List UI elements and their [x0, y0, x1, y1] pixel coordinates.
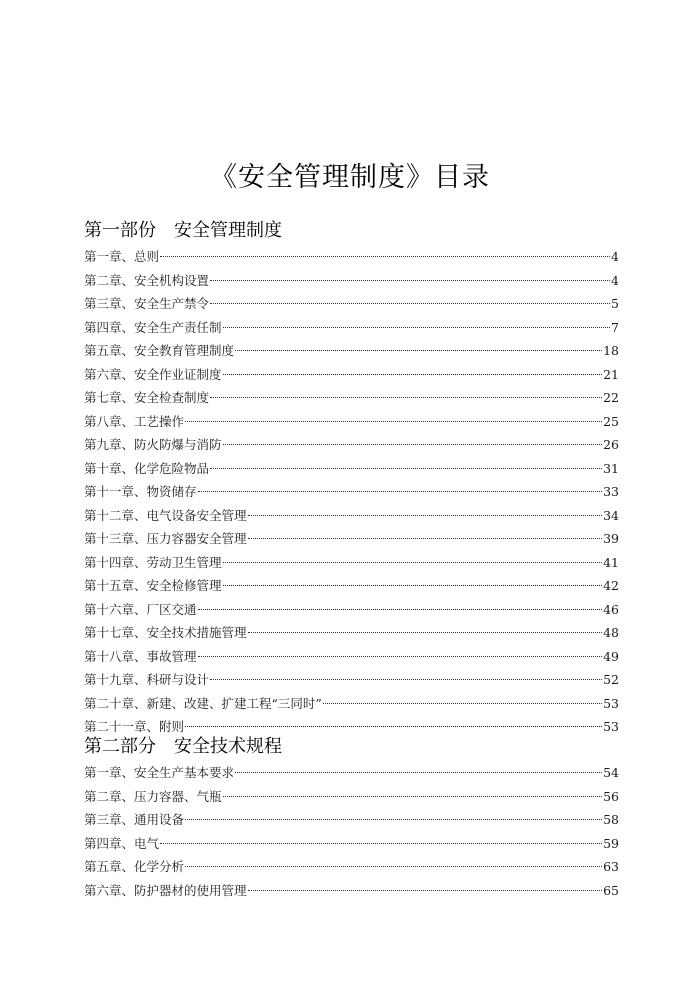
toc-entry-label: 第十四章、劳动卫生管理: [84, 554, 222, 570]
toc-entry-page-number: 34: [603, 507, 619, 523]
dot-leader: [185, 819, 602, 820]
dot-leader: [323, 703, 602, 704]
toc-entry[interactable]: [84, 433, 619, 457]
toc-entry[interactable]: [84, 574, 619, 598]
toc-entry[interactable]: [84, 245, 619, 269]
toc-entry-label: 第十五章、安全检修管理: [84, 578, 222, 593]
toc-entry-label: 第十九章、科研与设计: [84, 672, 210, 687]
toc-entry[interactable]: [84, 761, 619, 785]
toc-entry-page-number: 63: [603, 859, 619, 874]
toc-entry-label: 第十三章、压力容器安全管理: [84, 531, 247, 546]
dot-leader: [235, 350, 602, 351]
dot-leader: [223, 374, 603, 375]
toc-entry-page-number: 54: [603, 765, 619, 780]
toc-entry[interactable]: [84, 316, 619, 340]
dot-leader: [248, 632, 603, 633]
toc-entry-label: 第一章、安全生产基本要求: [84, 765, 235, 780]
toc-entry-label: 第六章、安全作业证制度: [84, 366, 222, 382]
toc-entry-label: 第四章、电气: [84, 835, 160, 851]
toc-entry-page-number: 53: [603, 695, 619, 711]
part-heading: 第一部份 安全管理制度: [84, 220, 282, 241]
toc-entry[interactable]: [84, 551, 619, 575]
toc-entry-page-number: 31: [603, 460, 619, 476]
dot-leader: [210, 679, 602, 680]
toc-entry-label: 第四章、安全生产责任制: [84, 319, 222, 335]
toc-entry-label: 第七章、安全检查制度: [84, 390, 210, 405]
toc-entry-label: 第二十章、新建、改建、扩建工程“三同时”: [84, 695, 322, 711]
toc-entry[interactable]: [84, 480, 619, 504]
toc-entry-label: 第十六章、厂区交通: [84, 601, 197, 617]
dot-leader: [160, 256, 610, 257]
toc-entry-page-number: 48: [603, 625, 619, 640]
dot-leader: [185, 866, 602, 867]
toc-entry-page-number: 46: [603, 601, 619, 617]
toc-entry-page-number: 56: [603, 788, 619, 804]
part-heading: 第二部分 安全技术规程: [84, 736, 282, 757]
toc-entry-label: 第二十一章、附则: [84, 719, 185, 734]
toc-entry-page-number: 18: [603, 343, 619, 358]
toc-entry[interactable]: [84, 457, 619, 481]
toc-entry[interactable]: [84, 410, 619, 434]
toc-entry-page-number: 25: [603, 413, 619, 429]
toc-entry-page-number: 42: [603, 578, 619, 593]
dot-leader: [210, 397, 602, 398]
toc-entry-label: 第十八章、事故管理: [84, 648, 197, 664]
toc-entry-page-number: 33: [603, 484, 619, 499]
dot-leader: [248, 890, 603, 891]
toc-part-1: [84, 219, 619, 739]
toc-entry[interactable]: [84, 879, 619, 903]
toc-entry-page-number: 22: [603, 390, 619, 405]
dot-leader: [210, 468, 602, 469]
toc-entry[interactable]: [84, 363, 619, 387]
toc-entry-label: 第十章、化学危险物品: [84, 460, 210, 476]
toc-entry-label: 第一章、总则: [84, 249, 160, 264]
toc-entry-page-number: 5: [611, 296, 619, 311]
toc-entry-page-number: 65: [603, 882, 619, 898]
toc-entry-label: 第十二章、电气设备安全管理: [84, 507, 247, 523]
toc-entry[interactable]: [84, 832, 619, 856]
toc-entry[interactable]: [84, 527, 619, 551]
dot-leader: [223, 796, 603, 797]
toc-entry[interactable]: [84, 339, 619, 363]
toc-entry[interactable]: [84, 621, 619, 645]
toc-entry-label: 第十七章、安全技术措施管理: [84, 625, 247, 640]
toc-entry-label: 第八章、工艺操作: [84, 413, 185, 429]
toc-entry-label: 第二章、压力容器、气瓶: [84, 788, 222, 804]
toc-entry[interactable]: [84, 598, 619, 622]
dot-leader: [248, 515, 603, 516]
toc-entry-page-number: 7: [611, 319, 619, 335]
dot-leader: [198, 609, 603, 610]
dot-leader: [223, 585, 603, 586]
dot-leader: [223, 444, 603, 445]
toc-entry[interactable]: [84, 668, 619, 692]
toc-entry-page-number: 21: [603, 366, 619, 382]
toc-entry[interactable]: [84, 785, 619, 809]
toc-entry[interactable]: [84, 269, 619, 293]
toc-list: [84, 245, 619, 739]
toc-entry[interactable]: [84, 386, 619, 410]
toc-entry[interactable]: [84, 292, 619, 316]
dot-leader: [198, 491, 603, 492]
toc-entry-page-number: 53: [603, 719, 619, 734]
toc-part-2: [84, 735, 619, 902]
toc-entry-label: 第三章、安全生产禁令: [84, 296, 210, 311]
dot-leader: [223, 562, 603, 563]
toc-entry-label: 第三章、通用设备: [84, 812, 185, 827]
dot-leader: [210, 303, 610, 304]
toc-entry[interactable]: [84, 645, 619, 669]
toc-entry-label: 第二章、安全机构设置: [84, 272, 210, 288]
dot-leader: [223, 327, 611, 328]
toc-entry-page-number: 59: [603, 835, 619, 851]
toc-entry-page-number: 52: [603, 672, 619, 687]
dot-leader: [185, 421, 602, 422]
toc-entry-label: 第五章、化学分析: [84, 859, 185, 874]
dot-leader: [210, 280, 610, 281]
toc-entry-page-number: 49: [603, 648, 619, 664]
toc-entry[interactable]: [84, 504, 619, 528]
toc-entry-page-number: 58: [603, 812, 619, 827]
toc-entry-page-number: 26: [603, 437, 619, 452]
toc-entry-page-number: 4: [611, 249, 619, 264]
dot-leader: [160, 843, 602, 844]
dot-leader: [248, 538, 603, 539]
toc-entry[interactable]: [84, 855, 619, 879]
dot-leader: [235, 772, 602, 773]
toc-list: [84, 761, 619, 902]
page-title: 《安全管理制度》目录: [210, 162, 490, 193]
toc-entry-label: 第九章、防火防爆与消防: [84, 437, 222, 452]
toc-entry[interactable]: [84, 692, 619, 716]
toc-entry[interactable]: [84, 808, 619, 832]
toc-entry-page-number: 39: [603, 531, 619, 546]
toc-entry-page-number: 4: [611, 272, 619, 288]
toc-entry-label: 第五章、安全教育管理制度: [84, 343, 235, 358]
dot-leader: [198, 656, 603, 657]
toc-entry-label: 第六章、防护器材的使用管理: [84, 882, 247, 898]
toc-entry-label: 第十一章、物资储存: [84, 484, 197, 499]
toc-entry-page-number: 41: [603, 554, 619, 570]
dot-leader: [185, 726, 602, 727]
